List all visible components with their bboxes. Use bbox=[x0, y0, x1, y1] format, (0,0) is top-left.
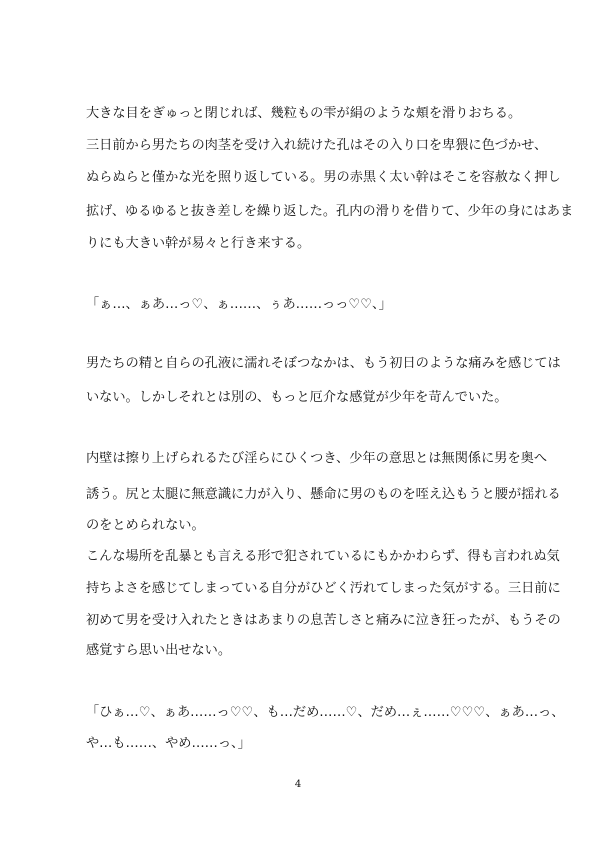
text-line: 内壁は擦り上げられるたび淫らにひくつき、少年の意思とは無関係に男を奥へ bbox=[86, 451, 548, 466]
dialogue-line: や…も……、やめ……っ、」 bbox=[86, 736, 251, 751]
text-line: のをとめられない。 bbox=[86, 518, 205, 533]
text-line: 持ちよさを感じてしまっている自分がひどく汚れてしまった気がする。三日前に bbox=[86, 581, 561, 596]
text-line: 大きな目をぎゅっと閉じれば、幾粒もの雫が絹のような頬を滑りおちる。 bbox=[86, 106, 522, 121]
text-line: ぬらぬらと僅かな光を照り返している。男の赤黒く太い幹はそこを容赦なく押し bbox=[86, 170, 561, 185]
text-line: いない。しかしそれとは別の、もっと厄介な感覚が少年を苛んでいた。 bbox=[86, 390, 508, 405]
dialogue-line: 「ぁ…、ぁあ…っ♡、ぁ……、ぅあ……っっ♡♡、」 bbox=[86, 297, 392, 312]
text-line: 感覚すら思い出せない。 bbox=[86, 643, 232, 658]
page-number: 4 bbox=[294, 779, 302, 790]
dialogue-line: 「ひぁ…♡、ぁあ……っ♡♡、も…だめ……♡、だめ…ぇ……♡♡♡、ぁあ…っ、 bbox=[86, 705, 565, 720]
text-line: 初めて男を受け入れたときはあまりの息苦しさと痛みに泣き狂ったが、もうその bbox=[86, 613, 561, 628]
text-line: こんな場所を乱暴とも言える形で犯されているにもかかわらず、得も言われぬ気 bbox=[86, 549, 560, 564]
text-line: 誘う。尻と太腿に無意識に力が入り、懸命に男のものを咥え込もうと腰が揺れる bbox=[86, 487, 561, 502]
text-line: 男たちの精と自らの孔液に濡れそぼつなかは、もう初日のような痛みを感じては bbox=[86, 356, 561, 371]
text-line: 三日前から男たちの肉茎を受け入れ続けた孔はその入り口を卑猥に色づかせ、 bbox=[86, 138, 548, 153]
text-line: 拡げ、ゆるゆると抜き差しを繰り返した。孔内の滑りを借りて、少年の身にはあま bbox=[86, 204, 574, 219]
text-line: りにも大きい幹が易々と行き来する。 bbox=[86, 236, 311, 251]
